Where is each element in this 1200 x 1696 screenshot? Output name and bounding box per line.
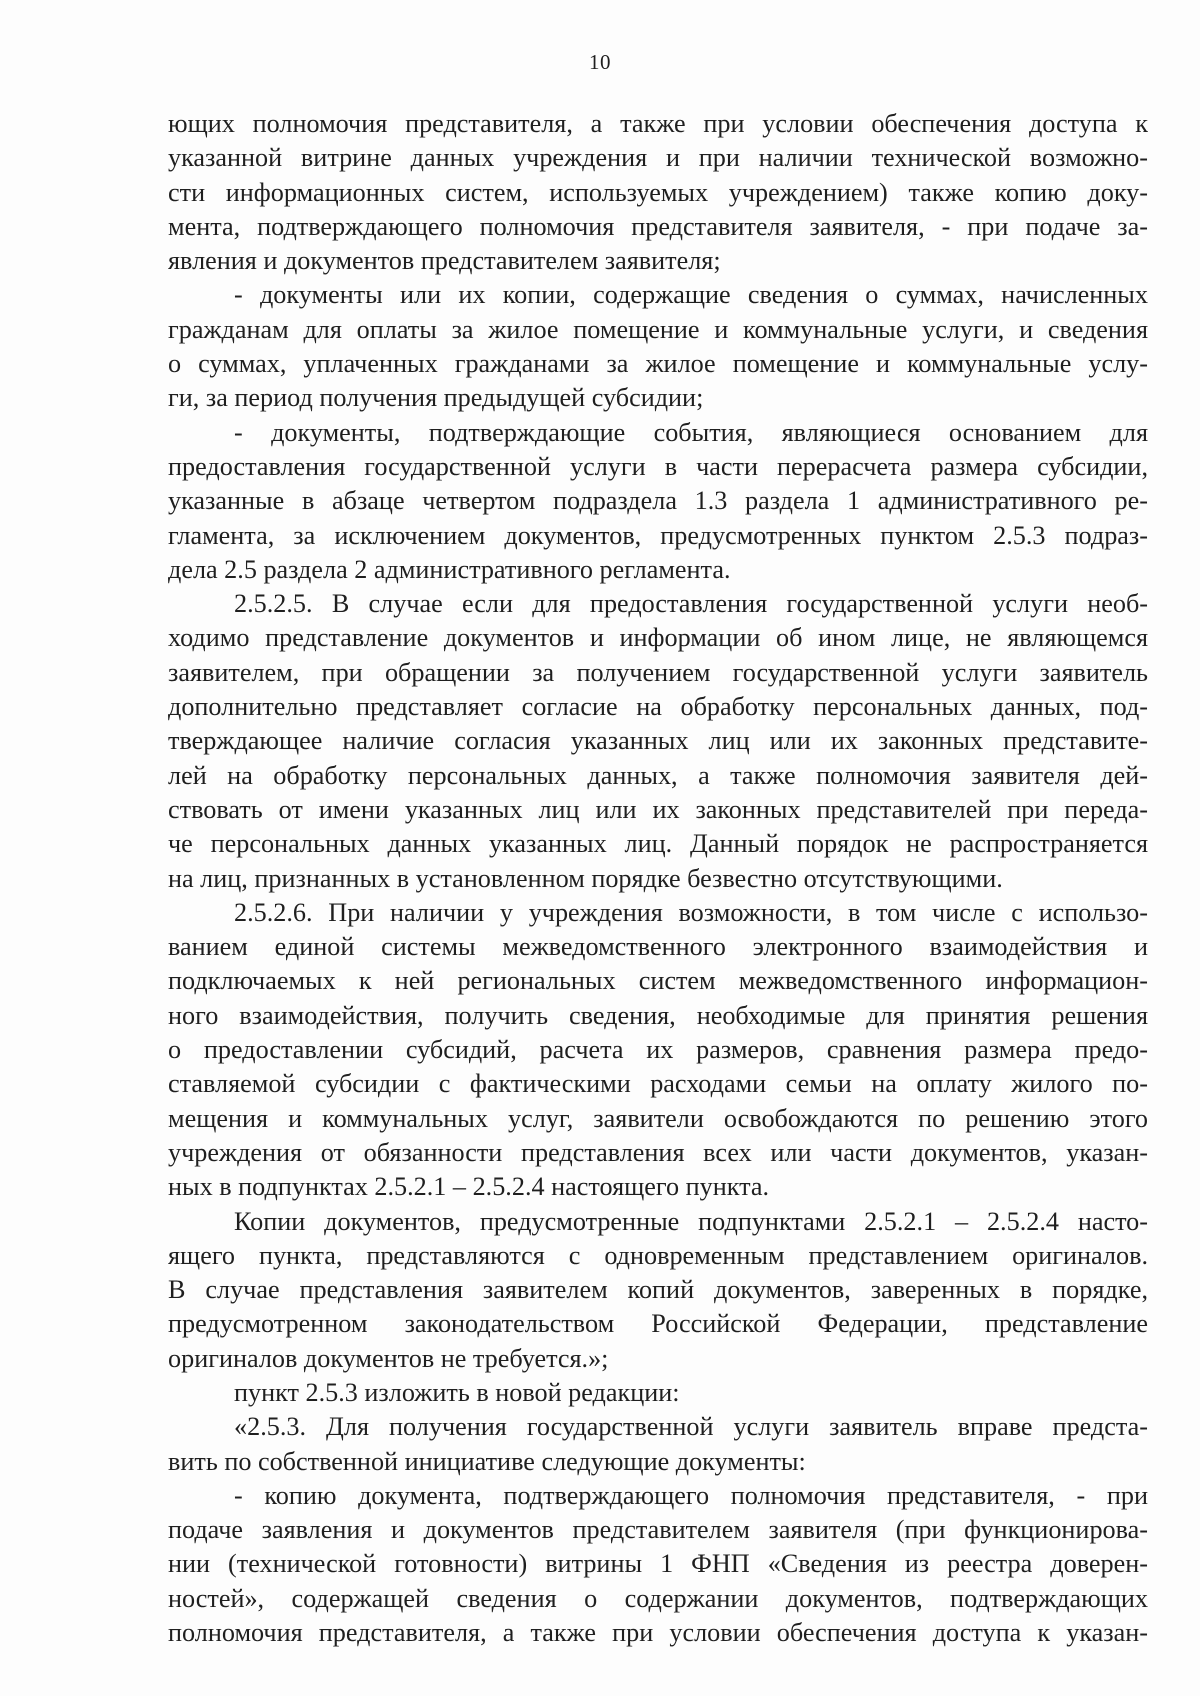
document-text-line: ставляемой субсидии с фактическими расходами семьи на оплату жилого по-	[168, 1069, 1148, 1099]
document-text-line: мещения и коммунальных услуг, заявители освобождаются по решению этого	[168, 1103, 1148, 1133]
document-text-line: вить по собственной инициативе следующие документы:	[168, 1446, 806, 1476]
document-text-line: В случае представления заявителем копий документов, заверенных в порядке,	[168, 1275, 1148, 1305]
document-text-line: Копии документов, предусмотренные подпунктами 2.5.2.1 – 2.5.2.4 насто-	[234, 1206, 1148, 1236]
document-text-line: подключаемых к ней региональных систем межведомственного информацион-	[168, 966, 1148, 996]
document-text-line: ных в подпунктах 2.5.2.1 – 2.5.2.4 настоящего пункта.	[168, 1172, 770, 1202]
document-text-line: тверждающее наличие согласия указанных лиц или их законных представите-	[168, 726, 1148, 756]
document-text-line: на лиц, признанных в установленном порядке безвестно отсутствующими.	[168, 863, 1003, 893]
document-text-line: учреждения от обязанности представления всех или части документов, указан-	[168, 1137, 1148, 1167]
document-text-line: указанной витрине данных учреждения и при наличии технической возможно-	[168, 143, 1148, 173]
document-text-line: ностей», содержащей сведения о содержании документов, подтверждающих	[168, 1583, 1148, 1613]
document-text-line: дела 2.5 раздела 2 административного регламента.	[168, 554, 731, 584]
document-text-line: дополнительно представляет согласие на обработку персональных данных, под-	[168, 692, 1148, 722]
document-text-line: ги, за период получения предыдущей субсидии;	[168, 383, 704, 413]
document-text-line: нии (технической готовности) витрины 1 ФНП «Сведения из реестра доверен-	[168, 1549, 1148, 1579]
document-text-line: полномочия представителя, а также при условии обеспечения доступа к указан-	[168, 1618, 1148, 1648]
document-text-line: явления и документов представителем заявителя;	[168, 246, 721, 276]
document-text-line: указанные в абзаце четвертом подраздела 1.3 раздела 1 административного ре-	[168, 486, 1148, 516]
document-text-line: лей на обработку персональных данных, а также полномочия заявителя дей-	[168, 760, 1148, 790]
document-text-line: 2.5.2.6. При наличии у учреждения возможности, в том числе с использо-	[234, 897, 1148, 927]
document-text-line: о предоставлении субсидий, расчета их размеров, сравнения размера предо-	[168, 1035, 1148, 1065]
document-text-line: че персональных данных указанных лиц. Данный порядок не распространяется	[168, 829, 1148, 859]
document-text-line: ствовать от имени указанных лиц или их законных представителей при переда-	[168, 794, 1148, 824]
document-body	[168, 107, 1148, 1650]
document-text-line: ванием единой системы межведомственного электронного взаимодействия и	[168, 932, 1148, 962]
document-text-line: пункт 2.5.3 изложить в новой редакции:	[234, 1377, 680, 1407]
document-text-line: оригиналов документов не требуется.»;	[168, 1343, 609, 1373]
document-text-line: заявителем, при обращении за получением государственной услуги заявитель	[168, 657, 1148, 687]
document-text-line: - документы, подтверждающие события, являющиеся основанием для	[234, 417, 1148, 447]
document-text-line: ящего пункта, представляются с одновременным представлением оригиналов.	[168, 1240, 1148, 1270]
document-text-line: ющих полномочия представителя, а также при условии обеспечения доступа к	[168, 109, 1148, 138]
document-text-line: сти информационных систем, используемых учреждением) также копию доку-	[168, 177, 1148, 207]
document-text-line: о суммах, уплаченных гражданами за жилое помещение и коммунальные услу-	[168, 349, 1148, 379]
document-text-line: гламента, за исключением документов, предусмотренных пунктом 2.5.3 подраз-	[168, 520, 1148, 550]
document-text-line: гражданам для оплаты за жилое помещение и коммунальные услуги, и сведения	[168, 314, 1148, 344]
document-text-line: - копию документа, подтверждающего полномочия представителя, - при	[234, 1480, 1148, 1510]
document-text-line: подаче заявления и документов представителем заявителя (при функционирова-	[168, 1515, 1148, 1545]
document-text-line: ходимо представление документов и информации об ином лице, не являющемся	[168, 623, 1148, 653]
document-text-line: предусмотренном законодательством Российской Федерации, представление	[168, 1309, 1148, 1339]
document-text-line: 2.5.2.5. В случае если для предоставления государственной услуги необ-	[234, 589, 1148, 619]
document-text-line: - документы или их копии, содержащие сведения о суммах, начисленных	[234, 280, 1148, 310]
document-text-line: ного взаимодействия, получить сведения, необходимые для принятия решения	[168, 1000, 1148, 1030]
document-text-line: мента, подтверждающего полномочия представителя заявителя, - при подаче за-	[168, 211, 1148, 241]
page-number: 10	[589, 50, 611, 74]
document-text-line: предоставления государственной услуги в части перерасчета размера субсидии,	[168, 451, 1148, 481]
document-text-line: «2.5.3. Для получения государственной услуги заявитель вправе предста-	[234, 1412, 1148, 1442]
